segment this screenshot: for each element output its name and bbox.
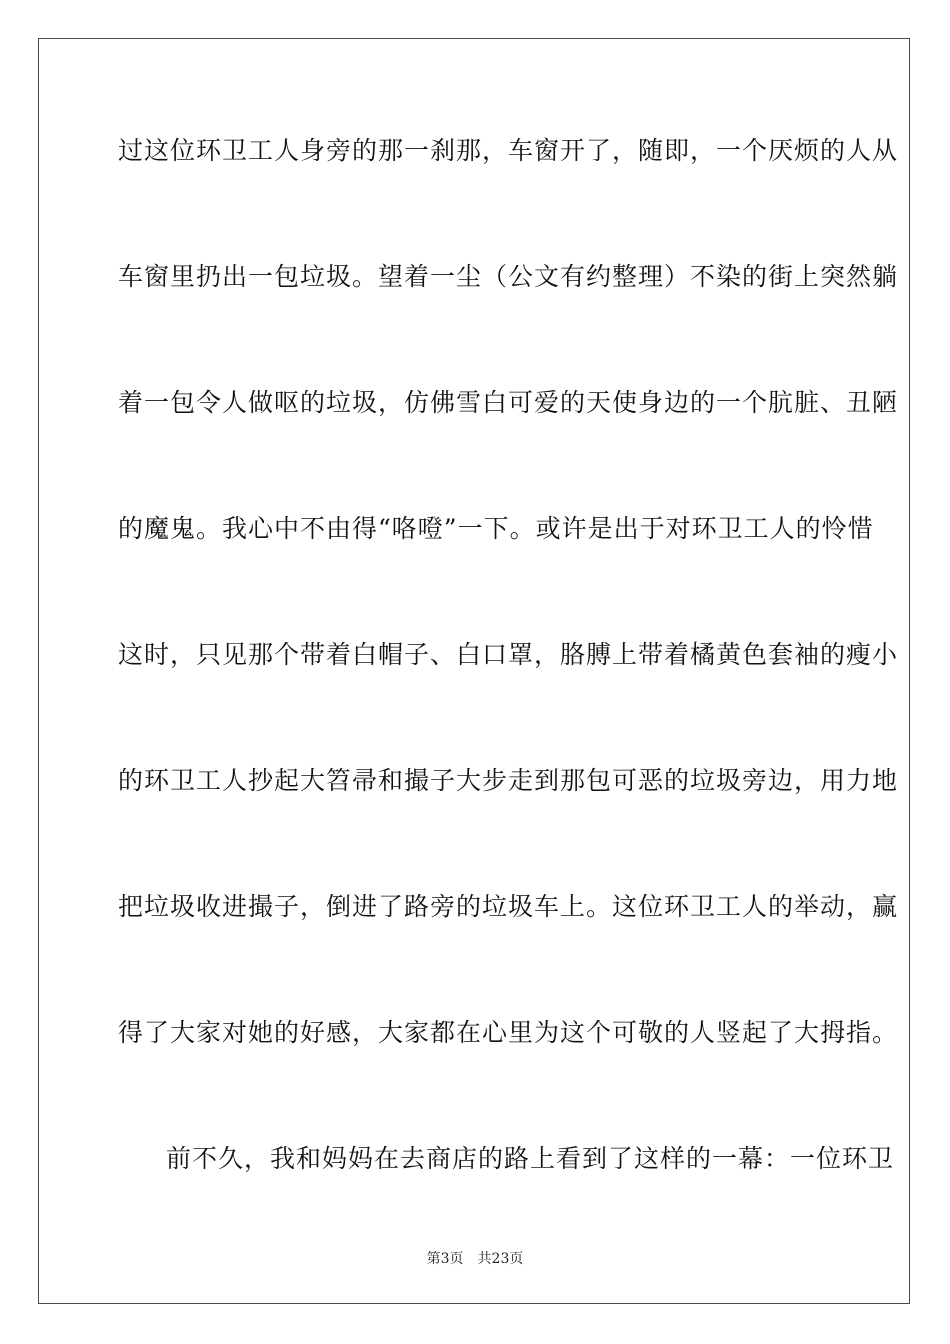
text-line: 着一包令人做呕的垃圾，仿佛雪白可爱的天使身边的一个肮脏、丑陋 — [118, 388, 899, 417]
page-total: 共23页 — [477, 1251, 524, 1267]
text-line: 的环卫工人抄起大笤帚和撮子大步走到那包可恶的垃圾旁边，用力地 — [118, 766, 899, 795]
text-line: 得了大家对她的好感，大家都在心里为这个可敬的人竖起了大拇指。 — [118, 1018, 899, 1047]
text-line: 过这位环卫工人身旁的那一刹那，车窗开了，随即，一个厌烦的人从 — [118, 136, 899, 165]
page-footer — [0, 1248, 950, 1268]
page-number: 第3页 — [426, 1251, 464, 1267]
text-line: 车窗里扔出一包垃圾。望着一尘（公文有约整理）不染的街上突然躺 — [118, 262, 899, 291]
text-line: 的魔鬼。我心中不由得“咯噔”一下。或许是出于对环卫工人的怜惜 — [118, 514, 874, 543]
document-body — [118, 118, 899, 1252]
text-line: 这时，只见那个带着白帽子、白口罩，胳膊上带着橘黄色套袖的瘦小 — [118, 640, 899, 669]
text-line: 把垃圾收进撮子，倒进了路旁的垃圾车上。这位环卫工人的举动，赢 — [118, 892, 899, 921]
paragraph-first-line: 前不久，我和妈妈在去商店的路上看到了这样的一幕：一位环卫 — [166, 1144, 895, 1173]
